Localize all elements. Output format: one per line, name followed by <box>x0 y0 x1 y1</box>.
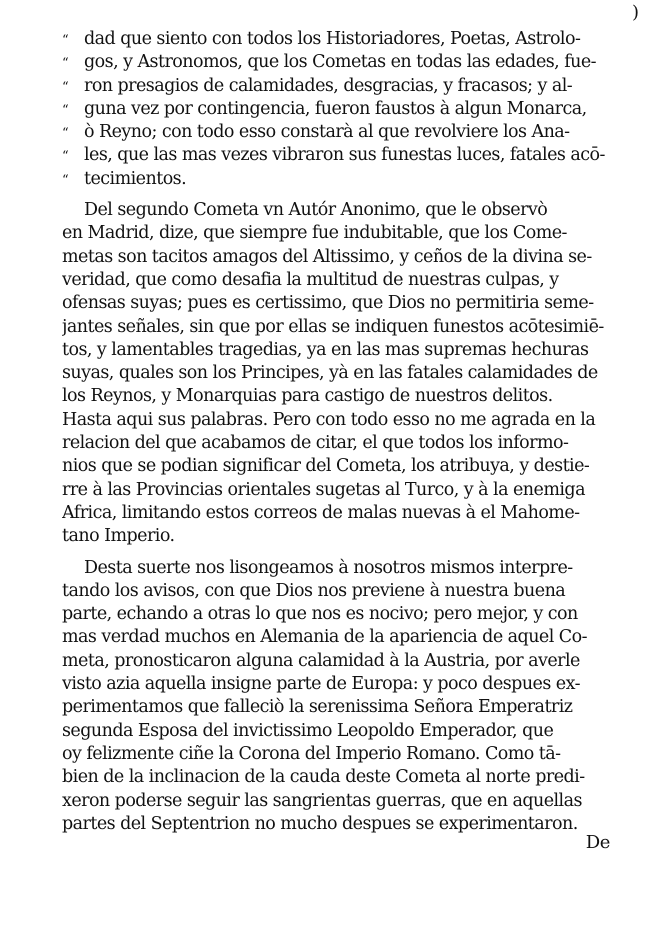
line-text: les, que las mas vezes vibraron sus funestas luces, fatales acō- <box>84 145 605 166</box>
line-text: parte, echando a otras lo que nos es nocivo; pero mejor, y con <box>62 604 578 625</box>
line-text: rre à las Provincias orientales sugetas al Turco, y à la enemiga <box>62 479 585 500</box>
text-line <box>62 790 614 813</box>
paragraph-2 <box>62 199 614 548</box>
text-line <box>62 626 614 649</box>
line-text: dad que siento con todos los Historiadores, Poetas, Astrolo- <box>84 29 581 49</box>
text-line <box>62 339 614 362</box>
line-text: los Reynos, y Monarquias para castigo de nuestros delitos. <box>62 386 553 407</box>
catchword: De <box>585 832 610 853</box>
text-line <box>62 316 614 339</box>
text-line <box>62 720 614 743</box>
quote-mark: “ <box>62 33 69 48</box>
text-line <box>62 650 614 673</box>
text-line <box>62 766 614 789</box>
text-line <box>62 98 614 121</box>
corner-mark: ) <box>632 2 640 23</box>
text-line <box>62 144 614 167</box>
line-text: mas verdad muchos en Alemania de la apariencia de aquel Co- <box>62 627 587 648</box>
line-text: ofensas suyas; pues es certissimo, que Dios no permitiria seme- <box>62 293 594 314</box>
line-text: Desta suerte nos lisongeamos à nosotros mismos interpre- <box>84 557 573 578</box>
text-line <box>62 28 614 51</box>
text-line <box>62 432 614 455</box>
line-text: nios que se podian significar del Cometa, los atribuya, y destie- <box>62 456 590 477</box>
line-text: Del segundo Cometa vn Autór Anonimo, que le observò <box>84 200 548 221</box>
text-block <box>62 28 614 836</box>
line-text: visto azia aquella insigne parte de Europa: y poco despues ex- <box>62 674 580 695</box>
text-line <box>62 362 614 385</box>
text-line <box>62 75 614 98</box>
line-text: veridad, que como desafia la multitud de nuestras culpas, y <box>62 269 559 290</box>
line-text: Hasta aqui sus palabras. Pero con todo esso no me agrada en la <box>62 409 596 430</box>
text-line <box>62 51 614 74</box>
quote-mark: “ <box>62 126 69 142</box>
text-line <box>62 673 614 696</box>
line-text: tos, y lamentables tragedias, ya en las mas supremas hechuras <box>62 339 589 360</box>
line-text: meta, pronosticaron alguna calamidad à la Austria, por averle <box>62 650 580 671</box>
line-text: jantes señales, sin que por ellas se indiquen funestos acōtesimiē- <box>62 316 604 337</box>
text-line <box>62 525 614 548</box>
line-text: tano Imperio. <box>62 526 175 547</box>
line-text: ò Reyno; con todo esso constarà al que revolviere los Ana- <box>84 122 570 143</box>
quote-mark: “ <box>62 79 69 95</box>
line-text: bien de la inclinacion de la cauda deste Cometa al norte predi- <box>62 767 585 788</box>
quote-mark: “ <box>62 102 69 118</box>
quote-mark: “ <box>62 149 69 165</box>
quote-mark: “ <box>62 56 69 72</box>
text-line <box>62 269 614 292</box>
text-line <box>62 385 614 408</box>
text-line <box>62 557 614 580</box>
paragraph-1 <box>62 28 614 191</box>
text-line <box>62 813 614 836</box>
text-line <box>62 199 614 222</box>
paragraph-gap <box>62 549 614 557</box>
line-text: perimentamos que falleciò la serenissima Señora Emperatriz <box>62 697 573 718</box>
line-text: Africa, limitando estos correos de malas nuevas à el Mahome- <box>62 502 580 523</box>
line-text: oy felizmente ciñe la Corona del Imperio Romano. Como tā- <box>62 743 561 764</box>
text-line <box>62 292 614 315</box>
text-line <box>62 603 614 626</box>
text-line <box>62 580 614 603</box>
text-line <box>62 168 614 191</box>
line-text: suyas, quales son los Principes, yà en las fatales calamidades de <box>62 363 598 384</box>
text-line <box>62 121 614 144</box>
text-line <box>62 502 614 525</box>
line-text: partes del Septentrion no mucho despues se experimentaron. <box>62 813 578 834</box>
line-text: gos, y Astronomos, que los Cometas en todas las edades, fue- <box>84 52 597 73</box>
text-line <box>62 743 614 766</box>
text-line <box>62 409 614 432</box>
line-text: relacion del que acabamos de citar, el que todos los informo- <box>62 433 569 454</box>
line-text: segunda Esposa del invictissimo Leopoldo Emperador, que <box>62 720 554 741</box>
paragraph-gap <box>62 191 614 199</box>
paragraph-3 <box>62 557 614 837</box>
line-text: tando los avisos, con que Dios nos previene à nuestra buena <box>62 580 566 601</box>
line-text: guna vez por contingencia, fueron faustos à algun Monarca, <box>84 98 587 119</box>
line-text: en Madrid, dize, que siempre fue indubitable, que los Come- <box>62 223 567 244</box>
line-text: xeron poderse seguir las sangrientas guerras, que en aquellas <box>62 790 582 811</box>
text-line <box>62 696 614 719</box>
text-line <box>62 246 614 269</box>
text-line <box>62 222 614 245</box>
text-line <box>62 455 614 478</box>
line-text: ron presagios de calamidades, desgracias, y fracasos; y al- <box>84 75 573 96</box>
line-text: tecimientos. <box>84 168 187 189</box>
text-line <box>62 479 614 502</box>
line-text: metas son tacitos amagos del Altissimo, y ceños de la divina se- <box>62 246 592 267</box>
quote-mark: “ <box>62 172 69 188</box>
